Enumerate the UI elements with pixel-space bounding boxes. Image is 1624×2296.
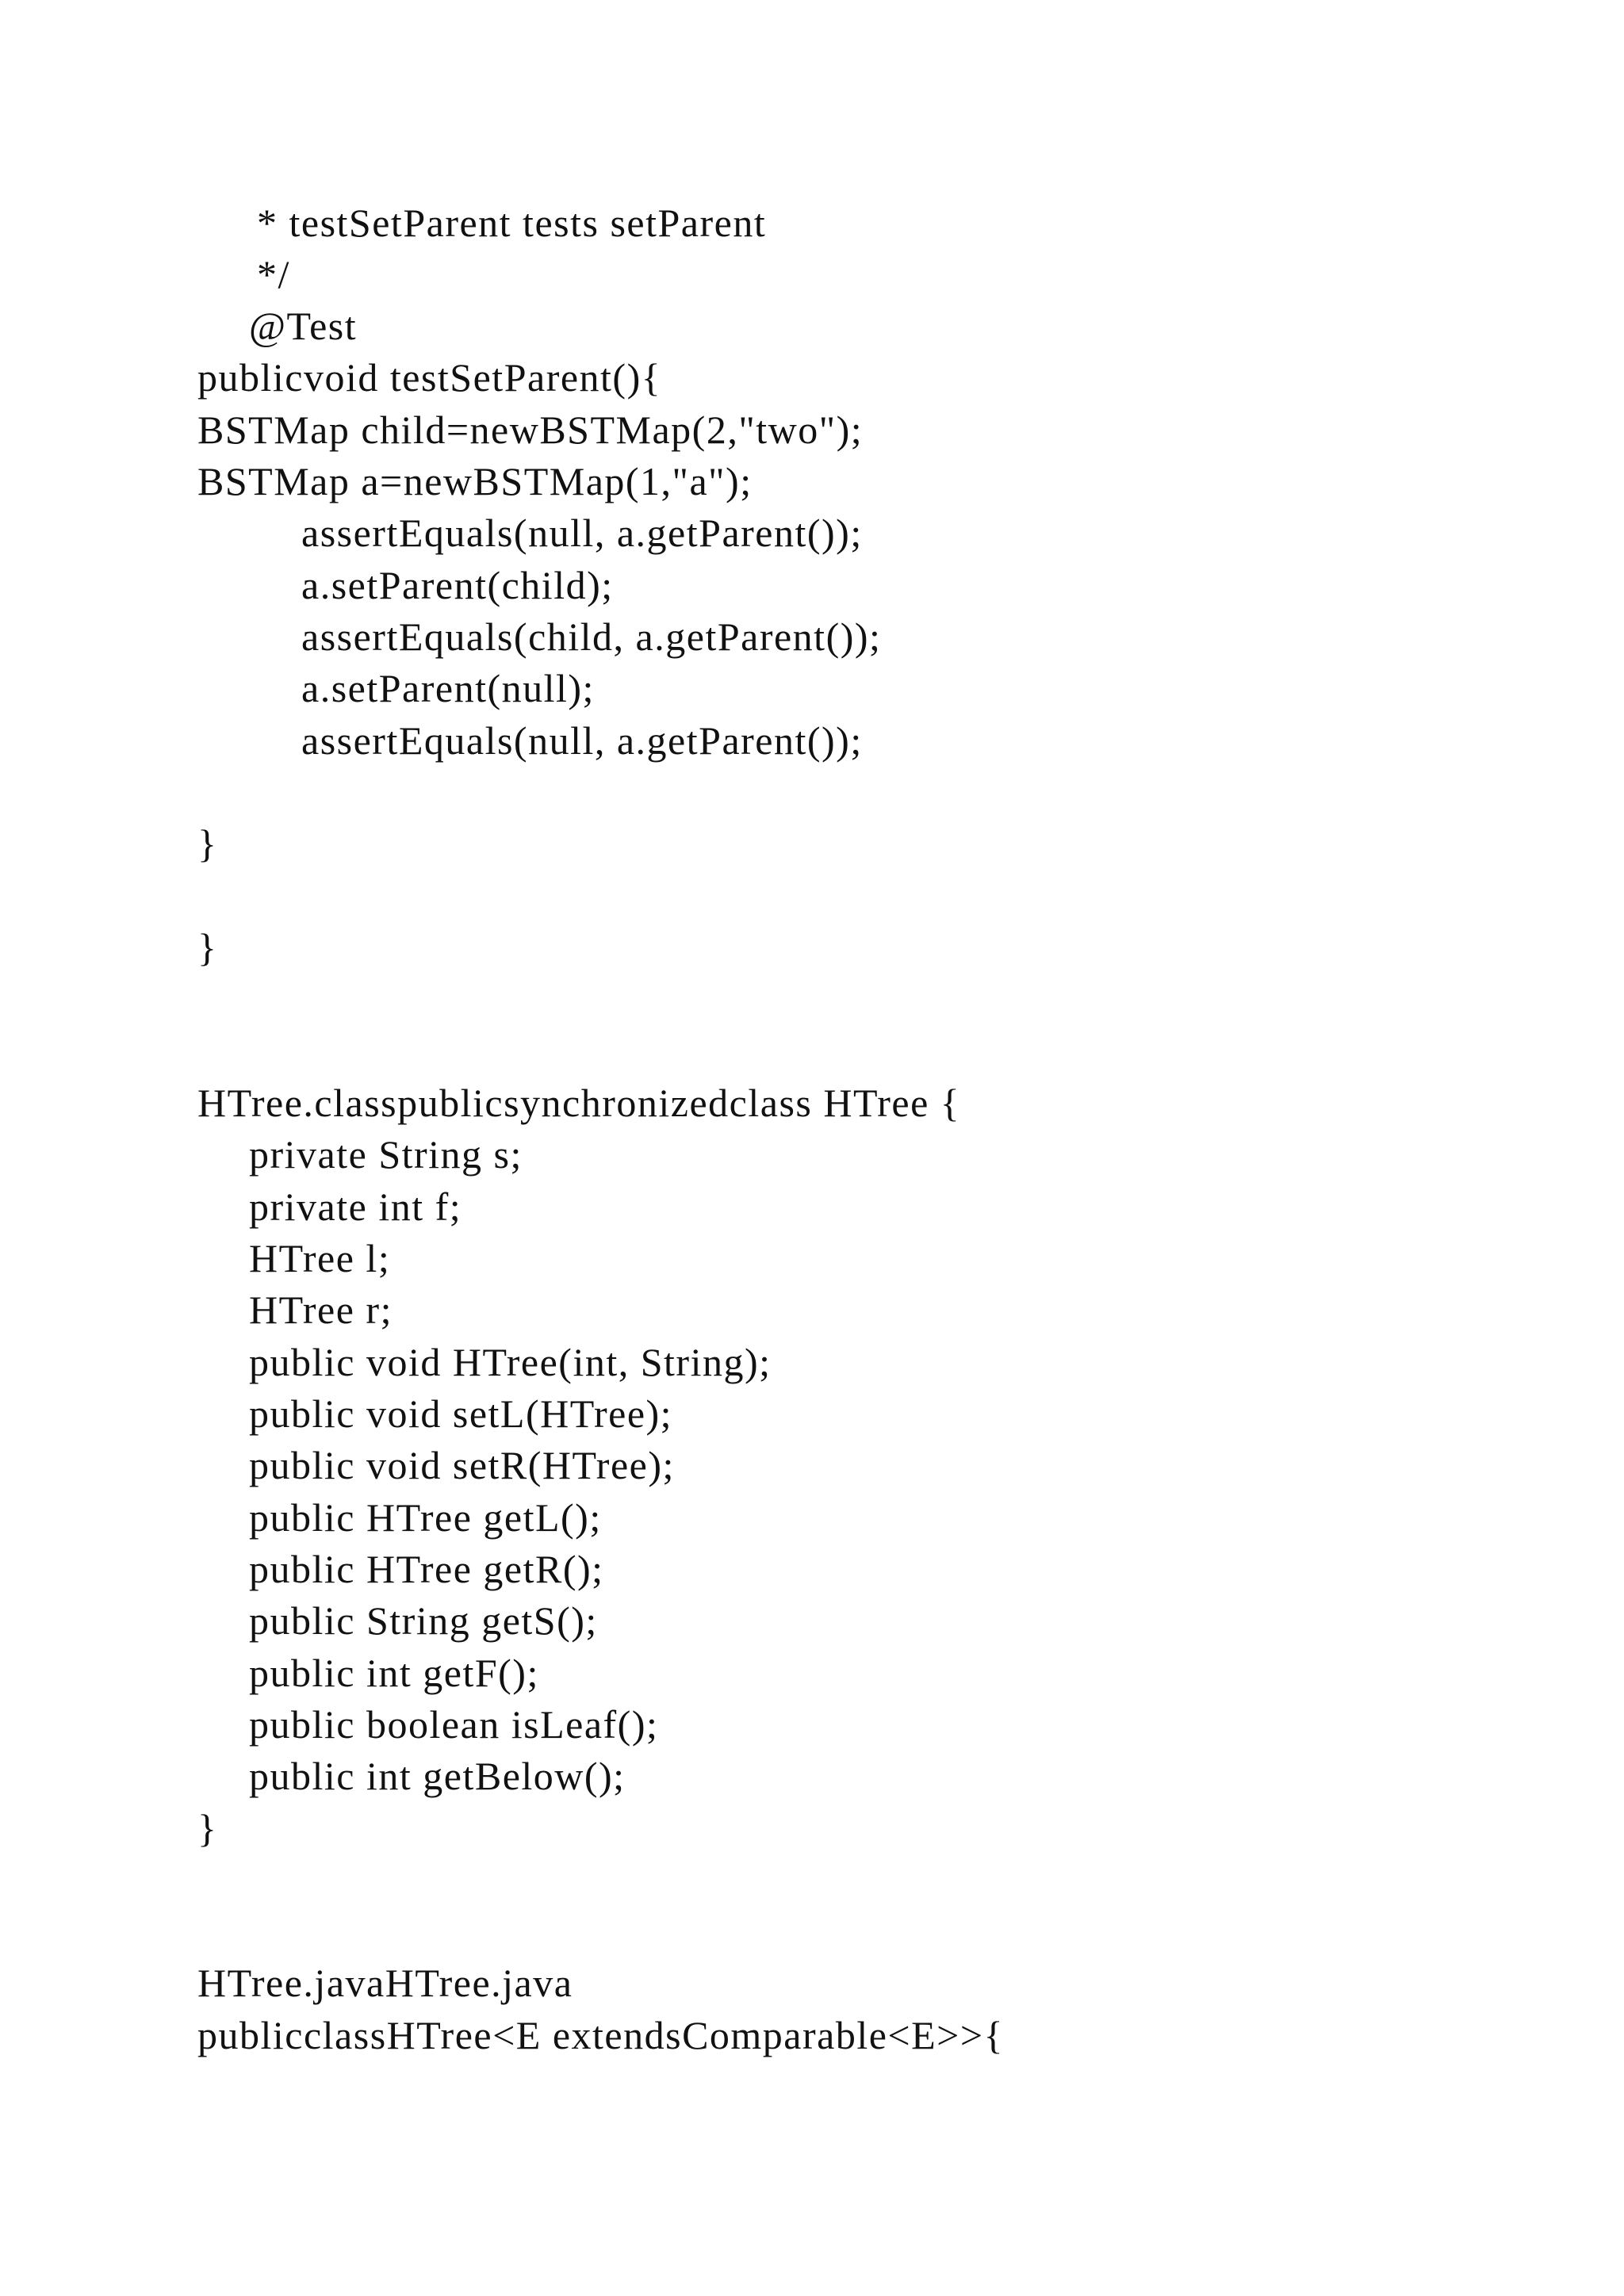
code-line: a.setParent(child); xyxy=(301,563,614,607)
code-line: } xyxy=(197,1806,218,1850)
code-line: public void HTree(int, String); xyxy=(249,1340,772,1384)
code-line: publicvoid testSetParent(){ xyxy=(197,355,662,400)
code-line: public void setR(HTree); xyxy=(249,1443,675,1487)
code-line: private String s; xyxy=(249,1132,523,1177)
code-line: public int getBelow(); xyxy=(249,1754,626,1798)
code-line: public boolean isLeaf(); xyxy=(249,1702,659,1747)
code-line: BSTMap child=newBSTMap(2,"two"); xyxy=(197,408,864,452)
code-line: a.setParent(null); xyxy=(301,666,595,710)
code-line: @Test xyxy=(249,304,358,348)
code-line: publicclassHTree<E extendsComparable<E>>{ xyxy=(197,2013,1005,2057)
code-line: public String getS(); xyxy=(249,1598,598,1643)
code-line: public void setL(HTree); xyxy=(249,1391,673,1436)
code-line: HTree.classpublicsynchronizedclass HTree { xyxy=(197,1081,961,1125)
code-line: public int getF(); xyxy=(249,1651,539,1695)
code-line: */ xyxy=(246,252,290,297)
code-line: assertEquals(null, a.getParent()); xyxy=(301,511,863,555)
code-line: private int f; xyxy=(249,1184,462,1229)
code-line: HTree l; xyxy=(249,1236,391,1280)
code-line: BSTMap a=newBSTMap(1,"a"); xyxy=(197,459,753,503)
code-line: public HTree getR(); xyxy=(249,1547,604,1591)
code-line: assertEquals(child, a.getParent()); xyxy=(301,614,882,659)
code-line: } xyxy=(197,821,218,866)
code-line: * testSetParent tests setParent xyxy=(246,201,767,245)
code-line: } xyxy=(197,925,218,970)
code-line: HTree.javaHTree.java xyxy=(197,1961,573,2005)
code-line: HTree r; xyxy=(249,1288,393,1332)
code-line: public HTree getL(); xyxy=(249,1495,602,1540)
code-line: assertEquals(null, a.getParent()); xyxy=(301,718,863,763)
